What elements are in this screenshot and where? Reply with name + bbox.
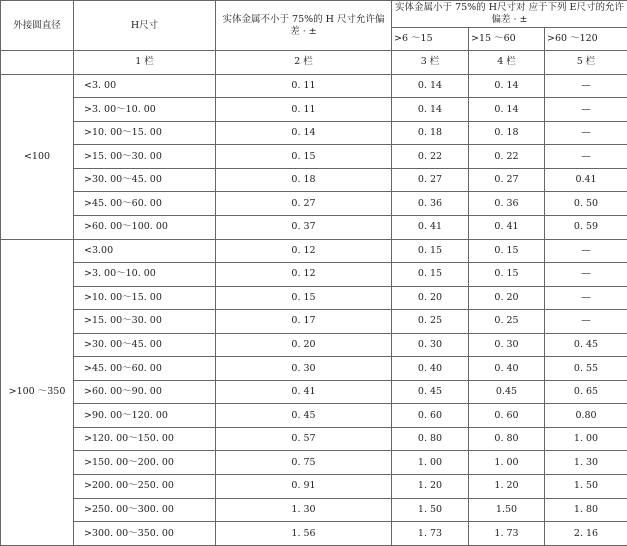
tolerance-cell-c3: 0. 45	[392, 380, 469, 404]
tolerance-cell-c5: 1. 80	[545, 498, 627, 522]
tolerance-cell-c4: 0. 60	[469, 404, 545, 428]
tolerance-cell-c3: 0. 25	[392, 310, 469, 334]
tolerance-cell-c4: 0. 15	[469, 239, 545, 263]
tolerance-cell-c4: 1. 73	[469, 522, 545, 546]
tolerance-cell-c4: 1.50	[469, 498, 545, 522]
table-row	[1, 475, 627, 499]
tolerance-cell-c4: 0. 14	[469, 74, 545, 98]
tolerance-cell-c3: 0. 15	[392, 239, 469, 263]
tolerance-cell-c5: —	[545, 239, 627, 263]
tolerance-cell-c3: 0. 36	[392, 192, 469, 216]
table-row	[1, 192, 627, 216]
tolerance-cell-c4: 0. 41	[469, 216, 545, 240]
table-row	[1, 168, 627, 192]
header-index-1: 1 栏	[74, 51, 216, 75]
table-row	[1, 216, 627, 240]
tolerance-cell-c4: 0. 14	[469, 98, 545, 122]
tolerance-cell-c2: 0. 37	[216, 216, 392, 240]
h-range-cell: >60. 00～100. 00	[74, 216, 216, 240]
tolerance-cell-c4: 0. 27	[469, 168, 545, 192]
table-row	[1, 498, 627, 522]
tolerance-cell-c5: —	[545, 310, 627, 334]
table-row	[1, 145, 627, 169]
tolerance-cell-c3: 0. 15	[392, 263, 469, 287]
table-row	[1, 239, 627, 263]
h-range-cell: >10. 00～15. 00	[74, 121, 216, 145]
tolerance-cell-c2: 0. 15	[216, 286, 392, 310]
tolerance-cell-c4: 0.45	[469, 380, 545, 404]
tolerance-cell-c5: 0. 50	[545, 192, 627, 216]
tolerance-cell-c3: 0. 22	[392, 145, 469, 169]
tolerance-cell-c2: 0. 14	[216, 121, 392, 145]
tolerance-cell-c2: 0. 18	[216, 168, 392, 192]
tolerance-cell-c3: 0. 30	[392, 333, 469, 357]
tolerance-cell-c4: 0. 25	[469, 310, 545, 334]
header-sub-5: >60 ～120	[545, 27, 627, 51]
h-range-cell: >10. 00～15. 00	[74, 286, 216, 310]
tolerance-cell-c5: 0.80	[545, 404, 627, 428]
table-row	[1, 380, 627, 404]
h-range-cell: >300. 00～350. 00	[74, 522, 216, 546]
table-row	[1, 121, 627, 145]
tolerance-cell-c4: 0. 40	[469, 357, 545, 381]
tolerance-cell-c5: —	[545, 286, 627, 310]
tolerance-cell-c2: 0. 17	[216, 310, 392, 334]
tolerance-cell-c4: 0. 30	[469, 333, 545, 357]
header-col-2: 实体金属不小于 75%的 H 尺寸允许偏差 · ±	[216, 1, 392, 51]
table-row	[1, 263, 627, 287]
tolerance-cell-c5: —	[545, 74, 627, 98]
tolerance-cell-c4: 0. 15	[469, 263, 545, 287]
tolerance-cell-c4: 0. 36	[469, 192, 545, 216]
tolerance-cell-c2: 0. 57	[216, 427, 392, 451]
table-row	[1, 333, 627, 357]
header-outer-diameter: 外接圆直径	[1, 1, 74, 51]
tolerance-cell-c3: 1. 50	[392, 498, 469, 522]
tolerance-cell-c5: 1. 00	[545, 427, 627, 451]
outer-diameter-cell: <100	[1, 74, 74, 239]
h-range-cell: >15. 00～30. 00	[74, 145, 216, 169]
tolerance-cell-c5: 1. 50	[545, 475, 627, 499]
h-range-cell: >3. 00～10. 00	[74, 263, 216, 287]
tolerance-cell-c5: 0. 59	[545, 216, 627, 240]
header-index-2: 2 栏	[216, 51, 392, 75]
tolerance-cell-c4: 1. 00	[469, 451, 545, 475]
tolerance-cell-c2: 0. 12	[216, 263, 392, 287]
tolerance-cell-c5: —	[545, 263, 627, 287]
tolerance-cell-c2: 0. 15	[216, 145, 392, 169]
tolerance-cell-c5: 0. 55	[545, 357, 627, 381]
tolerance-cell-c5: —	[545, 121, 627, 145]
table-row	[1, 310, 627, 334]
tolerance-cell-c5: —	[545, 98, 627, 122]
table-row	[1, 404, 627, 428]
h-range-cell: >30. 00～45. 00	[74, 168, 216, 192]
tolerance-cell-c5: 2. 16	[545, 522, 627, 546]
h-range-cell: >120. 00～150. 00	[74, 427, 216, 451]
tolerance-cell-c2: 0. 27	[216, 192, 392, 216]
h-range-cell: >45. 00～60. 00	[74, 192, 216, 216]
header-index-5: 5 栏	[545, 51, 627, 75]
tolerance-cell-c2: 0. 11	[216, 74, 392, 98]
tolerance-cell-c4: 0. 22	[469, 145, 545, 169]
h-range-cell: <3.00	[74, 239, 216, 263]
tolerance-cell-c3: 0. 60	[392, 404, 469, 428]
h-range-cell: >3. 00～10. 00	[74, 98, 216, 122]
h-range-cell: >150. 00～200. 00	[74, 451, 216, 475]
tolerance-cell-c3: 0. 14	[392, 74, 469, 98]
h-range-cell: <3. 00	[74, 74, 216, 98]
tolerance-cell-c2: 0. 45	[216, 404, 392, 428]
tolerance-cell-c3: 0. 14	[392, 98, 469, 122]
header-index-empty	[1, 51, 74, 75]
tolerance-cell-c4: 0. 18	[469, 121, 545, 145]
tolerance-cell-c3: 1. 20	[392, 475, 469, 499]
tolerance-cell-c4: 0. 20	[469, 286, 545, 310]
h-range-cell: >30. 00～45. 00	[74, 333, 216, 357]
tolerance-cell-c3: 0. 40	[392, 357, 469, 381]
h-range-cell: >60. 00～90. 00	[74, 380, 216, 404]
header-index-3: 3 栏	[392, 51, 469, 75]
tolerance-cell-c2: 0. 30	[216, 357, 392, 381]
h-range-cell: >200. 00～250. 00	[74, 475, 216, 499]
tolerance-cell-c4: 0. 80	[469, 427, 545, 451]
tolerance-cell-c4: 1. 20	[469, 475, 545, 499]
table-row	[1, 522, 627, 546]
tolerance-cell-c3: 0. 27	[392, 168, 469, 192]
tolerance-cell-c2: 0. 12	[216, 239, 392, 263]
table-row	[1, 427, 627, 451]
outer-diameter-cell: >100 ～350	[1, 239, 74, 545]
tolerance-cell-c5: 1. 30	[545, 451, 627, 475]
h-range-cell: >15. 00～30. 00	[74, 310, 216, 334]
header-col-3-5-group: 实体金属小于 75%的 H尺寸对 应于下列 E尺寸的允许偏差 · ±	[392, 1, 627, 28]
table-row	[1, 357, 627, 381]
table-row	[1, 286, 627, 310]
table-row	[1, 74, 627, 98]
h-range-cell: >90. 00～120. 00	[74, 404, 216, 428]
tolerance-cell-c3: 0. 80	[392, 427, 469, 451]
tolerance-cell-c5: 0. 45	[545, 333, 627, 357]
tolerance-cell-c3: 1. 73	[392, 522, 469, 546]
tolerance-cell-c5: 0. 65	[545, 380, 627, 404]
header-h-dimension: H尺寸	[74, 1, 216, 51]
tolerance-cell-c2: 0. 11	[216, 98, 392, 122]
h-range-cell: >45. 00～60. 00	[74, 357, 216, 381]
header-sub-3: >6 ～15	[392, 27, 469, 51]
tolerance-cell-c3: 0. 18	[392, 121, 469, 145]
tolerance-cell-c2: 0. 41	[216, 380, 392, 404]
table-row	[1, 451, 627, 475]
tolerance-cell-c3: 1. 00	[392, 451, 469, 475]
h-range-cell: >250. 00～300. 00	[74, 498, 216, 522]
tolerance-cell-c2: 0. 20	[216, 333, 392, 357]
header-sub-4: >15 ～60	[469, 27, 545, 51]
table-row	[1, 98, 627, 122]
tolerance-cell-c2: 0. 91	[216, 475, 392, 499]
header-index-4: 4 栏	[469, 51, 545, 75]
tolerance-cell-c2: 1. 56	[216, 522, 392, 546]
tolerance-cell-c2: 0. 75	[216, 451, 392, 475]
tolerance-cell-c3: 0. 41	[392, 216, 469, 240]
tolerance-cell-c3: 0. 20	[392, 286, 469, 310]
tolerance-cell-c2: 1. 30	[216, 498, 392, 522]
tolerance-cell-c5: —	[545, 145, 627, 169]
tolerance-cell-c5: 0.41	[545, 168, 627, 192]
